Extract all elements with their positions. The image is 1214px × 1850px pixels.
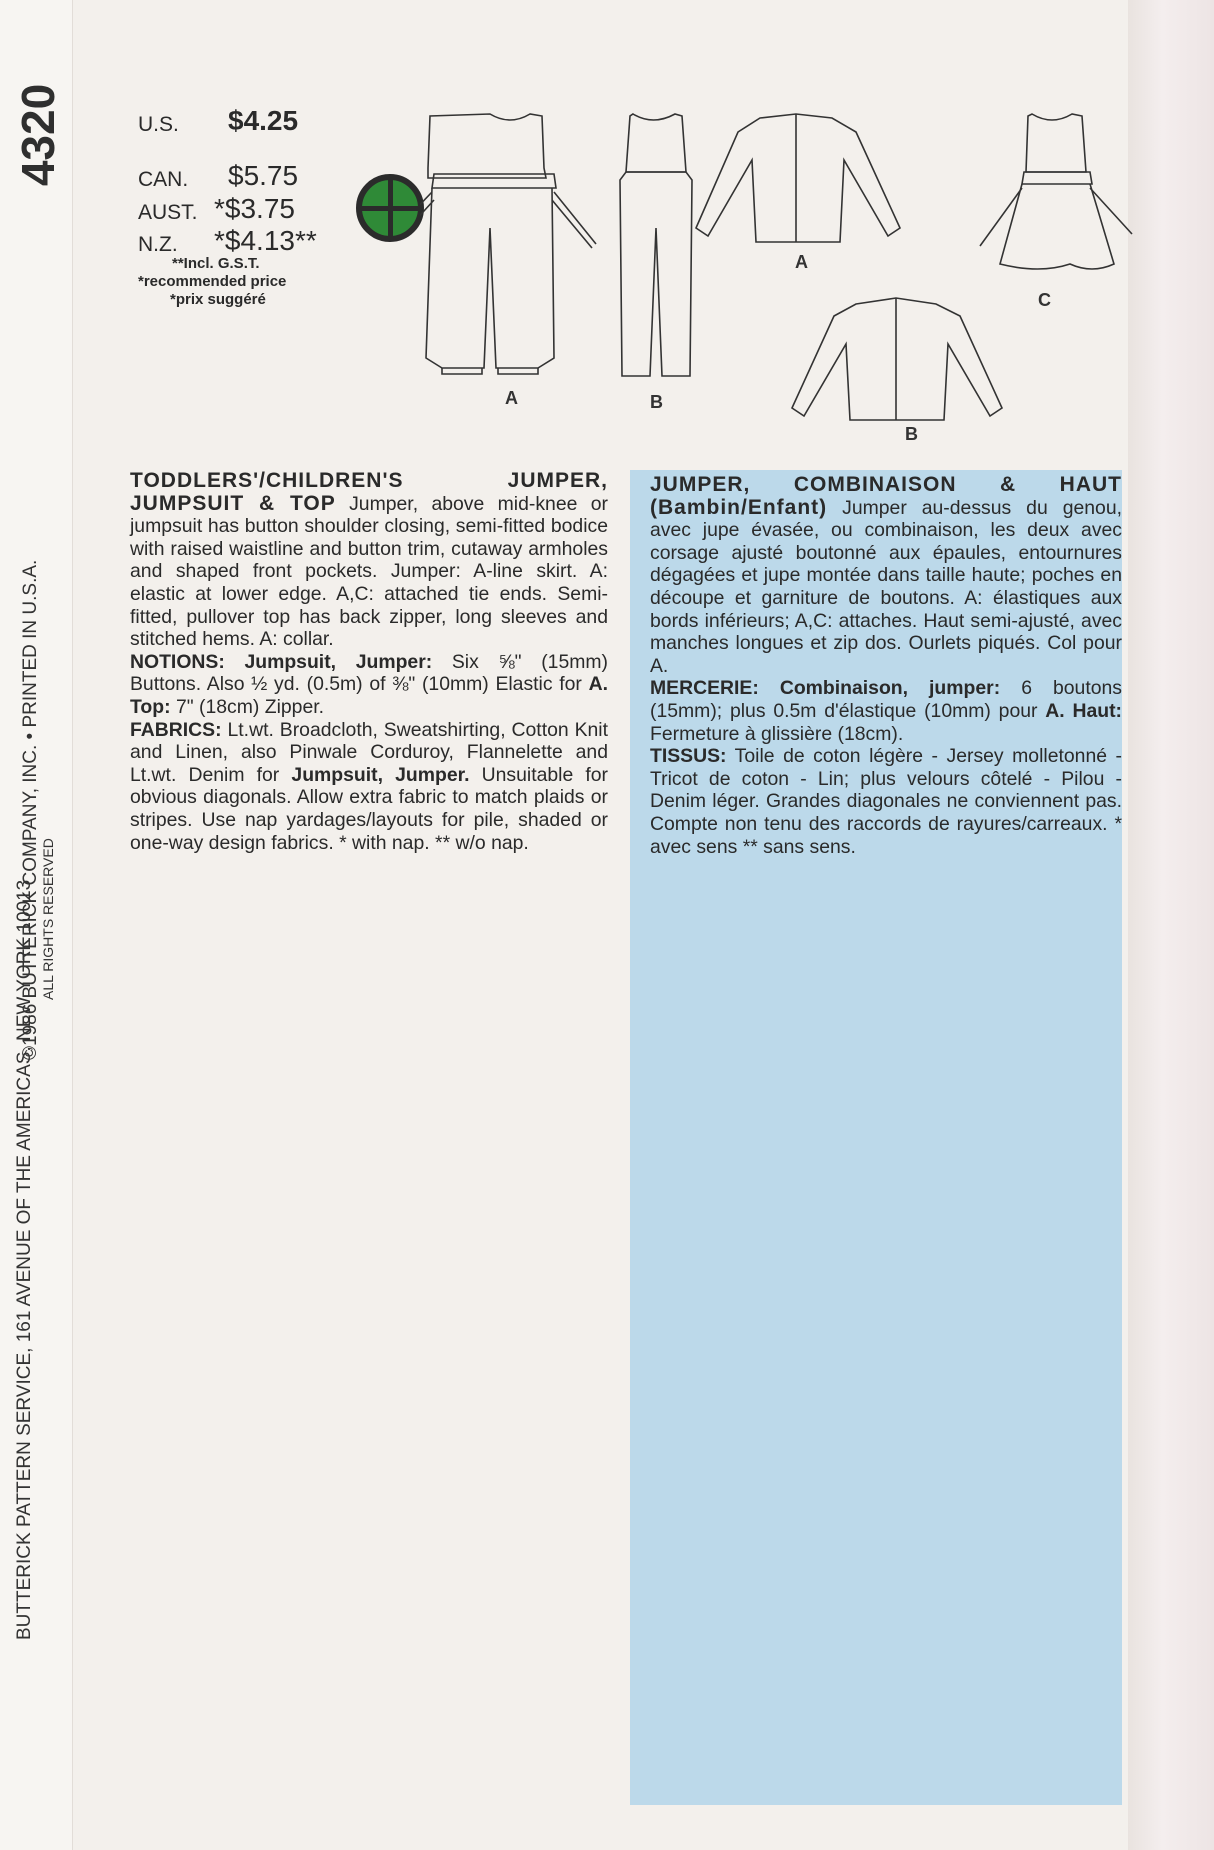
figure-label-jumper-c: C — [1038, 290, 1051, 310]
fabrics-text: Lt.wt. Broadcloth, Sweatshirting, Cotton Knit and Linen, also Pinwale Corduroy, Flannelette and Lt.wt. Denim for — [130, 718, 608, 786]
price-country: CAN. — [138, 168, 189, 191]
price-value: *$4.13** — [214, 225, 317, 256]
top-b-illustration — [792, 298, 1002, 420]
notions-text-2: 7" (18cm) Zipper. — [175, 695, 325, 718]
description-body: Jumper, above mid-knee or jumpsuit has button shoulder closing, semi-fitted bodice with raised waistline and button trim, cutaway armholes and shaped front pockets. Jumper: A-line skirt. A: elastic at lower edge. A,C: attached tie ends. Semi-fitted, pullover top has back zipper, long sleeves and stitched hems. A: collar. — [130, 492, 608, 651]
spine-copyright: ©1986 BUTTERICK COMPANY, INC. • PRINTED IN U.S.A. — [20, 559, 41, 1060]
fabrics-text-2: Unsuitable for obvious diagonals. Allow extra fabric to match plaids or stripes. Use nap yardages/layouts for pile, shaded or one-way design fabrics. * with nap. ** w/o nap. — [130, 763, 609, 854]
description-french — [650, 474, 1122, 858]
mercerie-text: 6 boutons (15mm); plus 0.5m d'élastique (10mm) pour — [650, 677, 1122, 722]
pattern-number — [0, 80, 78, 190]
jumper-c-illustration — [980, 114, 1132, 269]
pattern-number-text: 4320 — [12, 83, 64, 187]
price-country: U.S. — [138, 113, 179, 136]
description-body-fr: Jumper au-dessus du genou, avec jupe évasée, ou combinaison, les deux avec corsage ajusté boutonné aux épaules, entournures dégagées et jupe montée dans taille haute; poches en découpe et garniture de boutons. A: élastiques aux bords inférieurs; A,C: attaches. Haut semi-ajusté, avec manches longues et zip dos. Ourlets piqués. Col pour A. — [650, 496, 1122, 677]
fabrics-label: FABRICS: — [130, 718, 222, 741]
price-note: **Incl. G.S.T. — [172, 255, 260, 272]
price-country: N.Z. — [138, 233, 178, 256]
spine-rights: ALL RIGHTS RESERVED — [40, 838, 56, 1000]
figure-label-top-a: A — [795, 252, 808, 272]
figure-label-jumpsuit-a: A — [505, 388, 518, 408]
mercerie-label: MERCERIE: Combinaison, jumper: — [650, 677, 1001, 700]
top-a-illustration — [696, 114, 900, 242]
tissus-text: Toile de coton légère - Jersey molletonné - Tricot de coton - Lin; plus velours côtelé - Pilou - Denim léger. Grandes diagonales ne conviennent pas. Compte non tenu des raccords de rayures/carreaux. * avec sens ** sans sens. — [650, 745, 1122, 858]
price-country: AUST. — [138, 201, 198, 224]
fabrics-garments: Jumpsuit, Jumper. — [291, 763, 470, 786]
jumpsuit-b-illustration — [620, 114, 692, 376]
tissus-label: TISSUS: — [650, 745, 727, 768]
mercerie-haut-label: A. Haut: — [1045, 699, 1123, 722]
description-english — [130, 470, 608, 854]
easy-symbol-icon — [356, 174, 424, 242]
notions-label: NOTIONS: Jumpsuit, Jumper: — [130, 650, 433, 673]
price-value: $4.25 — [228, 105, 299, 136]
figure-label-top-b: B — [905, 424, 918, 444]
garment-illustrations — [420, 108, 1140, 438]
price-value: $5.75 — [228, 160, 299, 191]
price-value: *$3.75 — [214, 193, 295, 224]
description-title: TODDLERS'/CHILDREN'S JUMPER, JUMPSUIT & TOP — [130, 469, 608, 515]
envelope-edge — [1128, 0, 1214, 1850]
jumpsuit-a-illustration — [420, 114, 596, 374]
notions-top-label: A. Top: — [130, 673, 608, 718]
price-note: *recommended price — [138, 273, 287, 290]
figure-label-jumpsuit-b: B — [650, 392, 663, 412]
spine-address: BUTTERICK PATTERN SERVICE, 161 AVENUE OF THE AMERICAS, NEW YORK 10013 — [14, 879, 35, 1640]
mercerie-text-2: Fermeture à glissière (18cm). — [650, 722, 904, 745]
description-title-fr: JUMPER, COMBINAISON & HAUT (Bambin/Enfant) — [650, 473, 1122, 519]
notions-text: Six ⅝" (15mm) Buttons. Also ½ yd. (0.5m) of ⅜" (10mm) Elastic for — [130, 650, 608, 696]
price-note: *prix suggéré — [170, 291, 266, 308]
